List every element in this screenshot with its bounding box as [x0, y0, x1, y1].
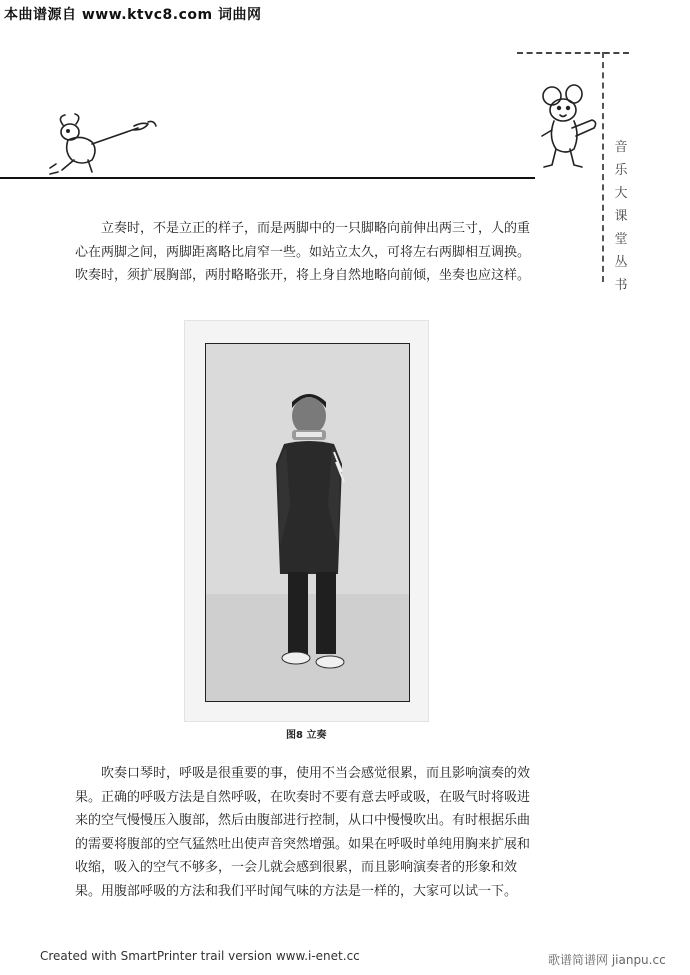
figure-caption: 图8 立奏	[286, 730, 327, 741]
top-watermark: 本曲谱源自 www.ktvc8.com 词曲网	[4, 7, 262, 23]
footer-smartprinter-note: Created with SmartPrinter trail version www.i-enet.cc	[40, 949, 360, 963]
header-rule	[0, 177, 535, 179]
footer-site-watermark: 歌谱简谱网 jianpu.cc	[548, 953, 666, 967]
paragraph-breathing: 吹奏口琴时，呼吸是很重要的事，使用不当会感觉很累，而且影响演奏的效果。正确的呼吸方法是自然呼吸，在吹奏时不要有意去呼或吸，在吸气时将吸进来的空气慢慢压入腹部，然后由腹部进行控制，从口中慢慢吹出。有时根据乐曲的需要将腹部的空气猛然吐出使声音突然增强。如果在呼吸时单纯用胸来扩展和收缩，吸入的空气不够多，一会儿就会感到很累，而且影响演奏者的形象和效果。用腹部呼吸的方法和我们平时闻气味的方法是一样的，大家可以试一下。	[75, 766, 531, 899]
series-title-vertical: 音 乐 大 课 堂 丛 书	[614, 140, 628, 293]
figure-photo	[205, 343, 410, 702]
flute-player-cartoon	[38, 110, 178, 180]
paragraph-standing-posture: 立奏时，不是立正的样子，而是两脚中的一只脚略向前伸出两三寸，人的重心在两脚之间，两脚距离略比肩窄一些。如站立太久，可将左右两脚相互调换。吹奏时，须扩展胸部，两肘略略张开，将上身自然地略向前倾，坐奏也应这样。	[75, 221, 531, 283]
mouse-musician-cartoon	[532, 80, 602, 172]
boy-playing-harmonica-image	[206, 344, 409, 701]
